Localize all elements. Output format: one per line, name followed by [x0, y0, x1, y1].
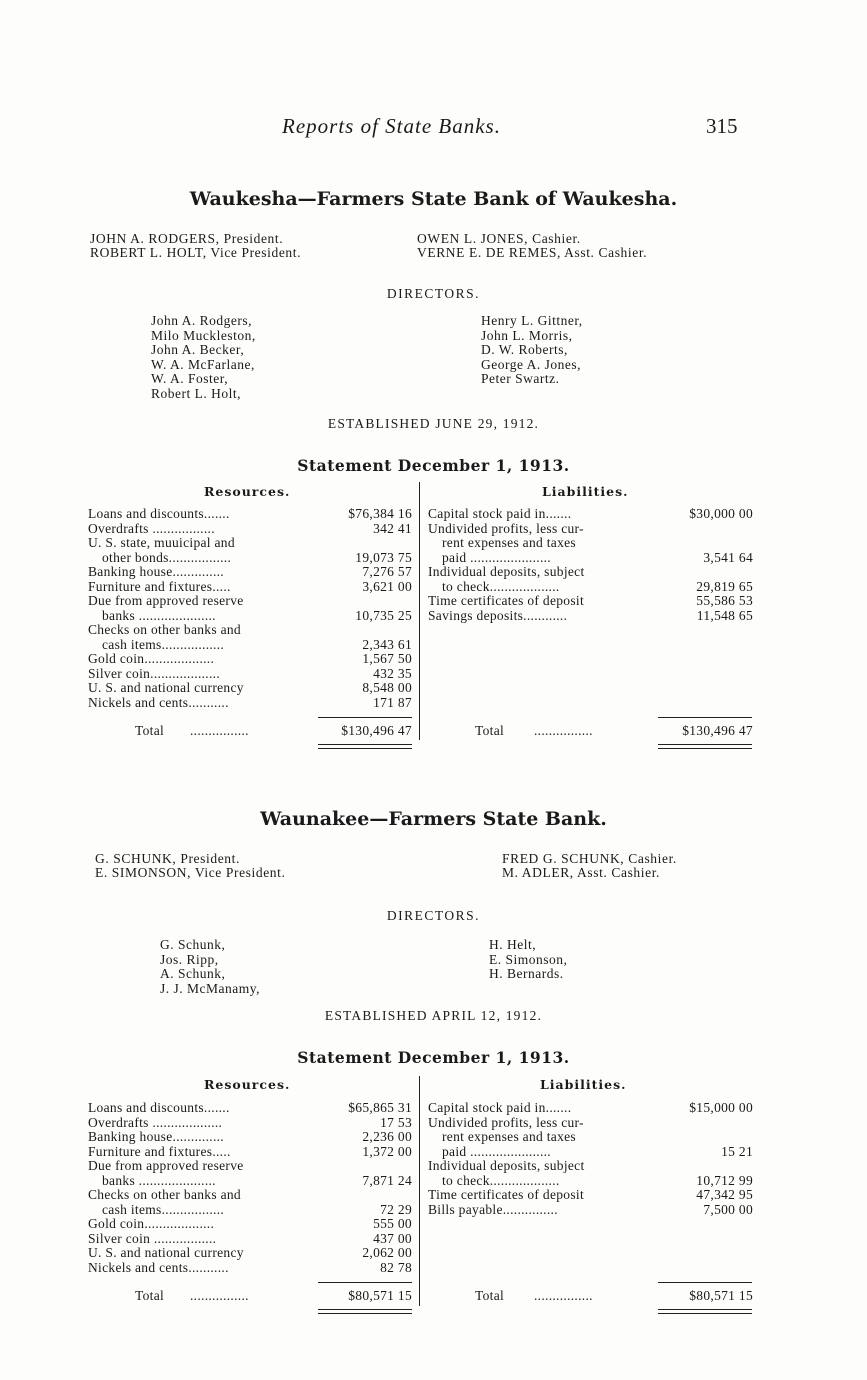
running-title: Reports of State Banks. [282, 114, 501, 138]
director-name: G. Schunk, [160, 937, 226, 952]
running-head [0, 114, 867, 142]
officer-vice-president: ROBERT L. HOLT, Vice President. [90, 245, 302, 260]
ledger-row [88, 565, 414, 580]
director-name: John A. Rodgers, [151, 313, 253, 328]
subtotal-rule [658, 717, 752, 718]
ledger-label: Checks on other banks and [88, 622, 241, 637]
bank-title: Waukesha—Farmers State Bank of Waukesha. [189, 188, 678, 210]
ledger-amount: 15 21 [721, 1143, 753, 1159]
ledger-amount: 72 29 [380, 1201, 412, 1217]
ledger-row [428, 522, 755, 537]
ledger-label: Checks on other banks and [88, 1187, 241, 1202]
column-divider [419, 482, 420, 740]
ledger-label: Bills payable............... [428, 1201, 558, 1217]
ledger-label: Capital stock paid in....... [428, 506, 572, 521]
statement-heading: Statement December 1, 1913. [297, 456, 570, 475]
ledger-row [88, 1246, 414, 1261]
ledger-label: Banking house.............. [88, 1129, 224, 1144]
ledger-label: Overdrafts ................. [88, 520, 215, 536]
ledger-row [88, 594, 414, 609]
total-label: Total [135, 723, 165, 738]
ledger-amount: 10,712 99 [696, 1172, 753, 1188]
ledger-label: rent expenses and taxes [442, 535, 576, 550]
ledger-amount: 47,342 95 [696, 1187, 753, 1202]
ledger-row [88, 536, 414, 551]
director-name: D. W. Roberts, [481, 342, 568, 357]
ledger-amount: $65,865 31 [348, 1100, 412, 1115]
ledger-amount: 7,500 00 [703, 1201, 753, 1217]
director-name: John A. Becker, [151, 342, 245, 357]
officer-president: G. SCHUNK, President. [95, 851, 240, 866]
ledger-amount: 342 41 [373, 520, 412, 536]
ledger-label: Silver coin ................. [88, 1230, 217, 1246]
resources-total-row [88, 723, 414, 739]
ledger-row [88, 507, 414, 522]
director-name: Jos. Ripp, [160, 951, 219, 967]
officer-cashier: OWEN L. JONES, Cashier. [417, 231, 581, 246]
ledger-row [88, 1130, 414, 1145]
directors-heading: DIRECTORS. [386, 908, 481, 923]
ledger-label: Banking house.............. [88, 564, 224, 579]
total-label: Total [475, 1288, 505, 1303]
director-name: H. Helt, [489, 937, 537, 952]
ledger-row [88, 638, 414, 653]
ledger-row [88, 580, 414, 595]
ledger-amount: 3,621 00 [362, 578, 412, 594]
directors-left-list [151, 314, 256, 401]
ledger-amount: 555 00 [373, 1216, 412, 1231]
resources-total-row [88, 1288, 414, 1304]
established-date: ESTABLISHED APRIL 12, 1912. [324, 1008, 543, 1023]
resources-list [88, 1101, 414, 1275]
director-name: John L. Morris, [481, 327, 573, 343]
ledger-amount: 7,871 24 [362, 1172, 412, 1188]
total-double-rule [318, 1309, 412, 1310]
total-dots: ................ [190, 1288, 249, 1303]
ledger-row [428, 507, 755, 522]
liabilities-list [428, 1101, 755, 1217]
ledger-row [428, 580, 755, 595]
officer-vice-president: E. SIMONSON, Vice President. [95, 865, 286, 880]
ledger-amount: 19,073 75 [355, 549, 412, 565]
ledger-label: Nickels and cents........... [88, 694, 229, 710]
director-name: W. A. McFarlane, [151, 356, 255, 372]
ledger-row [88, 1232, 414, 1247]
ledger-row [88, 623, 414, 638]
ledger-label: Due from approved reserve [88, 593, 244, 608]
total-double-rule [318, 744, 412, 745]
ledger-row [428, 1145, 755, 1160]
director-name: A. Schunk, [160, 966, 226, 981]
ledger-row [428, 1159, 755, 1174]
ledger-row [428, 1116, 755, 1131]
ledger-amount: $30,000 00 [689, 506, 753, 521]
ledger-row [88, 1217, 414, 1232]
director-name: Robert L. Holt, [151, 385, 241, 401]
ledger-amount: $76,384 16 [348, 506, 412, 521]
ledger-row [88, 681, 414, 696]
resources-heading: Resources. [204, 484, 291, 499]
officer-asst-cashier: M. ADLER, Asst. Cashier. [502, 865, 661, 880]
liabilities-total: $80,571 15 [689, 1288, 753, 1303]
ledger-label: Silver coin................... [88, 665, 220, 681]
ledger-row [88, 1145, 414, 1160]
officer-asst-cashier: VERNE E. DE REMES, Asst. Cashier. [417, 245, 648, 260]
ledger-amount: 10,735 25 [355, 607, 412, 623]
ledger-label: Gold coin................... [88, 651, 215, 666]
director-name: Henry L. Gittner, [481, 313, 583, 328]
ledger-label: banks ..................... [102, 1172, 216, 1188]
total-double-rule [658, 1313, 752, 1314]
ledger-amount: 171 87 [373, 694, 412, 710]
directors-left-list [160, 938, 260, 996]
ledger-amount: 8,548 00 [362, 680, 412, 695]
ledger-amount: 1,567 50 [362, 651, 412, 666]
total-double-rule [318, 1313, 412, 1314]
ledger-label: paid ...................... [442, 549, 551, 565]
ledger-row [428, 1130, 755, 1145]
ledger-label: Capital stock paid in....... [428, 1100, 572, 1115]
total-dots: ................ [190, 723, 249, 738]
ledger-row [428, 609, 755, 624]
ledger-row [88, 1188, 414, 1203]
page-number: 315 [706, 114, 738, 138]
ledger-label: banks ..................... [102, 607, 216, 623]
ledger-amount: 432 35 [373, 665, 412, 681]
ledger-amount: 437 00 [373, 1230, 412, 1246]
ledger-amount: 7,276 57 [362, 564, 412, 579]
ledger-row [88, 652, 414, 667]
ledger-amount: 3,541 64 [703, 549, 753, 565]
resources-total: $80,571 15 [348, 1288, 412, 1303]
total-label: Total [135, 1288, 165, 1303]
ledger-row [428, 536, 755, 551]
ledger-row [428, 594, 755, 609]
ledger-row [88, 1101, 414, 1116]
ledger-label: Undivided profits, less cur- [428, 520, 584, 536]
total-dots: ................ [534, 723, 593, 738]
ledger-label: Loans and discounts....... [88, 506, 230, 521]
liabilities-total-row [428, 723, 755, 739]
ledger-label: Savings deposits............ [428, 607, 568, 623]
subtotal-rule [658, 1282, 752, 1283]
director-name: W. A. Foster, [151, 371, 229, 386]
ledger-row [88, 696, 414, 711]
ledger-label: to check................... [442, 1172, 560, 1188]
ledger-label: cash items................. [102, 1201, 225, 1217]
bank-title: Waunakee—Farmers State Bank. [260, 808, 607, 830]
ledger-amount: 82 78 [380, 1259, 412, 1275]
ledger-label: U. S. state, muuicipal and [88, 535, 235, 550]
established-date: ESTABLISHED JUNE 29, 1912. [327, 416, 540, 431]
director-name: George A. Jones, [481, 356, 581, 372]
ledger-label: to check................... [442, 578, 560, 594]
ledger-label: Loans and discounts....... [88, 1100, 230, 1115]
subtotal-rule [318, 1282, 412, 1283]
ledger-row [88, 1174, 414, 1189]
total-dots: ................ [534, 1288, 593, 1303]
director-name: Milo Muckleston, [151, 327, 256, 343]
liabilities-heading: Liabilities. [542, 484, 629, 499]
resources-list [88, 507, 414, 710]
ledger-row [428, 1188, 755, 1203]
ledger-label: U. S. and national currency [88, 680, 244, 695]
ledger-label: paid ...................... [442, 1143, 551, 1159]
ledger-label: Undivided profits, less cur- [428, 1114, 584, 1130]
directors-right-list [489, 938, 567, 982]
ledger-row [428, 1101, 755, 1116]
total-double-rule [658, 1309, 752, 1310]
ledger-label: Due from approved reserve [88, 1158, 244, 1173]
ledger-label: Time certificates of deposit [428, 1187, 584, 1202]
ledger-amount: 2,236 00 [362, 1129, 412, 1144]
ledger-row [88, 1116, 414, 1131]
ledger-label: other bonds................. [102, 549, 232, 565]
ledger-label: Furniture and fixtures..... [88, 1143, 231, 1159]
resources-total: $130,496 47 [341, 723, 412, 738]
ledger-amount: 29,819 65 [696, 578, 753, 594]
ledger-label: U. S. and national currency [88, 1245, 244, 1260]
ledger-amount: 2,343 61 [362, 636, 412, 652]
ledger-row [428, 565, 755, 580]
directors-heading: DIRECTORS. [386, 286, 481, 301]
ledger-amount: $15,000 00 [689, 1100, 753, 1115]
ledger-row [88, 1159, 414, 1174]
ledger-row [428, 551, 755, 566]
ledger-label: Gold coin................... [88, 1216, 215, 1231]
ledger-row [88, 1261, 414, 1276]
resources-heading: Resources. [204, 1077, 291, 1092]
ledger-row [88, 667, 414, 682]
ledger-label: Individual deposits, subject [428, 564, 585, 579]
total-double-rule [658, 748, 752, 749]
ledger-label: Furniture and fixtures..... [88, 578, 231, 594]
ledger-amount: 11,548 65 [696, 607, 753, 623]
ledger-row [88, 1203, 414, 1218]
total-double-rule [658, 744, 752, 745]
ledger-label: Individual deposits, subject [428, 1158, 585, 1173]
statement-heading: Statement December 1, 1913. [297, 1048, 570, 1067]
ledger-label: Time certificates of deposit [428, 593, 584, 608]
ledger-label: rent expenses and taxes [442, 1129, 576, 1144]
director-name: Peter Swartz. [481, 371, 560, 386]
director-name: H. Bernards. [489, 966, 564, 981]
ledger-row [428, 1203, 755, 1218]
ledger-label: Nickels and cents........... [88, 1259, 229, 1275]
ledger-amount: 17 53 [380, 1114, 412, 1130]
ledger-label: cash items................. [102, 636, 225, 652]
ledger-row [428, 1174, 755, 1189]
ledger-row [88, 609, 414, 624]
directors-right-list [481, 314, 583, 387]
ledger-row [88, 522, 414, 537]
liabilities-heading: Liabilities. [540, 1077, 627, 1092]
total-label: Total [475, 723, 505, 738]
officer-president: JOHN A. RODGERS, President. [90, 231, 284, 246]
liabilities-list [428, 507, 755, 623]
ledger-amount: 1,372 00 [362, 1143, 412, 1159]
ledger-row [88, 551, 414, 566]
total-double-rule [318, 748, 412, 749]
liabilities-total: $130,496 47 [682, 723, 753, 738]
subtotal-rule [318, 717, 412, 718]
officer-cashier: FRED G. SCHUNK, Cashier. [502, 851, 677, 866]
ledger-label: Overdrafts ................... [88, 1114, 223, 1130]
ledger-amount: 2,062 00 [362, 1245, 412, 1260]
director-name: J. J. McManamy, [160, 980, 260, 996]
ledger-amount: 55,586 53 [696, 593, 753, 608]
director-name: E. Simonson, [489, 951, 568, 967]
column-divider [419, 1076, 420, 1306]
liabilities-total-row [428, 1288, 755, 1304]
